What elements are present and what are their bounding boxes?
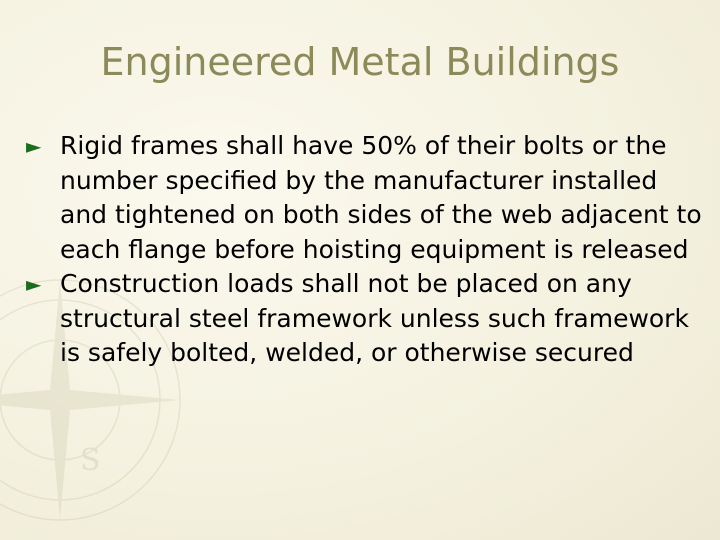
bullet-list: [24, 129, 704, 371]
svg-text:S: S: [80, 443, 101, 478]
bullet-item: [24, 267, 704, 371]
bullet-item: [24, 129, 704, 267]
bullet-text: Construction loads shall not be placed on any structural steel framework unless such framework is safely bolted, welded, or otherwise secured: [60, 269, 689, 367]
triangle-bullet-icon: ►: [26, 272, 42, 296]
bullet-text: Rigid frames shall have 50% of their bolts or the number specified by the manufacturer installed and tightened on both sides of the web adjacent to each flange before hoisting equipment is released: [60, 131, 702, 264]
triangle-bullet-icon: ►: [26, 134, 42, 158]
slide-title: Engineered Metal Buildings: [100, 40, 620, 84]
